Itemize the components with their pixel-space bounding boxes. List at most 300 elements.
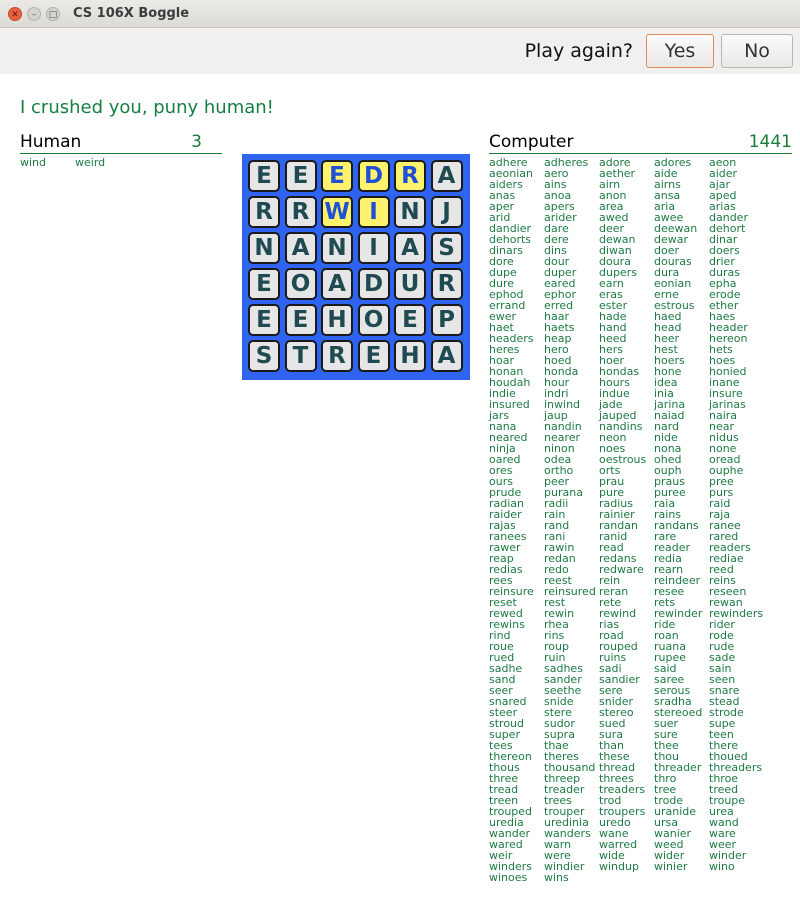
word-computer: sradha	[654, 695, 692, 708]
word-computer: treed	[709, 783, 739, 796]
word-computer: these	[599, 750, 630, 763]
letter-cube[interactable]: E	[248, 304, 280, 336]
word-computer: ajar	[709, 178, 731, 191]
word-computer: ether	[709, 299, 739, 312]
word-computer: awee	[654, 211, 684, 224]
letter-cube[interactable]: E	[285, 304, 317, 336]
word-computer: hoers	[654, 354, 685, 367]
letter-cube[interactable]: E	[248, 160, 280, 192]
word-computer: purs	[709, 486, 734, 499]
word-computer: sain	[709, 662, 732, 675]
word-computer: inwind	[544, 398, 581, 411]
word-computer: ranid	[599, 530, 628, 543]
word-computer: raid	[709, 497, 731, 510]
word-computer: snared	[489, 695, 527, 708]
word-computer: inane	[709, 376, 740, 389]
word-computer: jaup	[544, 409, 568, 422]
word-computer: inia	[654, 387, 674, 400]
word-computer: sura	[599, 728, 623, 741]
word-computer: resee	[654, 585, 685, 598]
letter-cube[interactable]: D	[358, 268, 390, 300]
word-computer: erne	[654, 288, 679, 301]
word-computer: trees	[544, 794, 572, 807]
yes-button[interactable]: Yes	[646, 34, 714, 68]
word-computer: dupers	[599, 266, 637, 279]
word-computer: windup	[599, 860, 639, 873]
word-computer: airns	[654, 178, 681, 191]
word-computer: rees	[489, 574, 513, 587]
letter-cube[interactable]: E	[285, 160, 317, 192]
word-computer: peer	[544, 475, 570, 488]
word-computer: rediae	[709, 552, 744, 565]
word-computer: aero	[544, 167, 569, 180]
word-computer: ohed	[654, 453, 682, 466]
word-computer: read	[599, 541, 624, 554]
computer-label: Computer	[489, 132, 574, 152]
word-computer: dare	[544, 222, 569, 235]
letter-cube[interactable]: S	[431, 232, 463, 264]
no-button[interactable]: No	[721, 34, 793, 68]
word-computer: wanders	[544, 827, 591, 840]
word-computer: rainier	[599, 508, 635, 521]
word-computer: erode	[709, 288, 741, 301]
word-computer: puree	[654, 486, 686, 499]
word-computer: dehort	[709, 222, 746, 235]
word-computer: winders	[489, 860, 533, 873]
word-computer: dere	[544, 233, 569, 246]
letter-cube[interactable]: E	[358, 340, 390, 372]
word-computer: rein	[599, 574, 621, 587]
word-computer: sander	[544, 673, 582, 686]
letter-cube[interactable]: R	[321, 340, 353, 372]
letter-cube[interactable]: T	[285, 340, 317, 372]
word-computer: troupe	[709, 794, 746, 807]
word-computer: aria	[654, 200, 676, 213]
word-computer: aiders	[489, 178, 523, 191]
word-computer: warred	[599, 838, 638, 851]
word-computer: said	[654, 662, 677, 675]
word-computer: insure	[709, 387, 743, 400]
word-computer: idea	[654, 376, 678, 389]
word-computer: doura	[599, 255, 631, 268]
word-computer: haes	[709, 310, 736, 323]
word-computer: tree	[654, 783, 677, 796]
word-computer: ruins	[599, 651, 627, 664]
word-computer: reinsured	[544, 585, 596, 598]
word-computer: haar	[544, 310, 569, 323]
word-computer: rewins	[489, 618, 525, 631]
word-computer: honan	[489, 365, 524, 378]
letter-cube[interactable]: A	[431, 340, 463, 372]
word-computer: ride	[654, 618, 676, 631]
word-computer: wide	[599, 849, 625, 862]
word-computer: adheres	[544, 156, 589, 169]
word-computer: snider	[599, 695, 634, 708]
word-computer: threader	[654, 761, 702, 774]
word-computer: there	[709, 739, 739, 752]
word-computer: seen	[709, 673, 736, 686]
word-computer: radian	[489, 497, 525, 510]
letter-cube[interactable]: E	[321, 160, 353, 192]
word-computer: eared	[544, 277, 576, 290]
word-computer: radii	[544, 497, 569, 510]
word-computer: dure	[489, 277, 515, 290]
word-human: weird	[75, 156, 106, 169]
word-computer: reins	[709, 574, 736, 587]
word-computer: ansa	[654, 189, 681, 202]
word-computer: heer	[654, 332, 680, 345]
letter-cube[interactable]: O	[358, 304, 390, 336]
letter-cube[interactable]: I	[358, 196, 390, 228]
word-computer: raia	[654, 497, 676, 510]
letter-cube[interactable]: I	[358, 232, 390, 264]
word-computer: rode	[709, 629, 734, 642]
word-computer: rins	[544, 629, 565, 642]
word-computer: nard	[654, 420, 680, 433]
word-computer: supra	[544, 728, 575, 741]
word-computer: redan	[544, 552, 576, 565]
word-computer: sure	[654, 728, 678, 741]
word-computer: adhere	[489, 156, 528, 169]
letter-cube[interactable]: A	[394, 232, 426, 264]
word-computer: theres	[544, 750, 579, 763]
word-computer: odea	[544, 453, 572, 466]
word-computer: uredinia	[544, 816, 589, 829]
word-computer: reinsure	[489, 585, 534, 598]
word-computer: trod	[599, 794, 622, 807]
word-computer: trode	[654, 794, 684, 807]
word-computer: earn	[599, 277, 624, 290]
word-computer: hade	[599, 310, 627, 323]
word-computer: sudor	[544, 717, 575, 730]
word-computer: suer	[654, 717, 678, 730]
word-computer: headers	[489, 332, 534, 345]
word-computer: teen	[709, 728, 734, 741]
word-computer: jauped	[599, 409, 637, 422]
word-computer: rewed	[489, 607, 523, 620]
word-computer: pree	[709, 475, 734, 488]
word-computer: threaders	[709, 761, 763, 774]
word-computer: thereon	[489, 750, 532, 763]
word-computer: rawin	[544, 541, 575, 554]
word-computer: rajas	[489, 519, 516, 532]
word-computer: seethe	[544, 684, 582, 697]
letter-cube[interactable]: O	[285, 268, 317, 300]
word-computer: oared	[489, 453, 521, 466]
word-computer: rared	[709, 530, 739, 543]
word-computer: heed	[599, 332, 627, 345]
letter-cube[interactable]: H	[321, 304, 353, 336]
letter-cube[interactable]: R	[248, 196, 280, 228]
word-computer: airn	[599, 178, 621, 191]
word-computer: erred	[544, 299, 574, 312]
word-computer: redo	[544, 563, 569, 576]
word-computer: dour	[544, 255, 570, 268]
word-computer: threes	[599, 772, 634, 785]
word-computer: rider	[709, 618, 735, 631]
word-computer: purana	[544, 486, 583, 499]
word-computer: wins	[544, 871, 569, 884]
letter-cube[interactable]: H	[394, 340, 426, 372]
word-computer: dandier	[489, 222, 532, 235]
word-computer: ouph	[654, 464, 682, 477]
word-computer: none	[709, 442, 737, 455]
word-computer: thread	[599, 761, 636, 774]
word-computer: insured	[489, 398, 530, 411]
boggle-board	[242, 154, 470, 380]
word-computer: throe	[709, 772, 739, 785]
word-computer: rude	[709, 640, 735, 653]
word-computer: seer	[489, 684, 513, 697]
letter-cube[interactable]: U	[394, 268, 426, 300]
word-computer: honda	[544, 365, 579, 378]
letter-cube[interactable]: R	[394, 160, 426, 192]
word-computer: aether	[599, 167, 636, 180]
word-computer: randans	[654, 519, 699, 532]
word-computer: rare	[654, 530, 677, 543]
word-computer: thae	[544, 739, 569, 752]
word-computer: adores	[654, 156, 692, 169]
word-computer: dura	[654, 266, 680, 279]
word-computer: snide	[544, 695, 574, 708]
word-computer: naira	[709, 409, 738, 422]
word-computer: thoued	[709, 750, 748, 763]
letter-cube[interactable]: J	[431, 196, 463, 228]
word-computer: supe	[709, 717, 736, 730]
letter-cube[interactable]: A	[321, 268, 353, 300]
word-computer: rains	[654, 508, 682, 521]
word-computer: sadi	[599, 662, 622, 675]
word-computer: sued	[599, 717, 626, 730]
word-computer: aeon	[709, 156, 737, 169]
word-computer: rewind	[599, 607, 637, 620]
word-computer: redias	[489, 563, 523, 576]
word-computer: jarinas	[709, 398, 746, 411]
word-computer: wander	[489, 827, 530, 840]
word-computer: thous	[489, 761, 520, 774]
word-computer: rets	[654, 596, 676, 609]
game-status-message: I crushed you, puny human!	[20, 97, 274, 118]
window-title: CS 106X Boggle	[73, 6, 190, 21]
word-computer: eras	[599, 288, 623, 301]
word-computer: reed	[709, 563, 734, 576]
word-computer: dinars	[489, 244, 524, 257]
word-computer: arid	[489, 211, 511, 224]
word-computer: roue	[489, 640, 514, 653]
word-computer: heres	[489, 343, 520, 356]
word-computer: haets	[544, 321, 575, 334]
word-computer: rearn	[654, 563, 684, 576]
word-computer: redia	[654, 552, 682, 565]
word-computer: dehorts	[489, 233, 532, 246]
word-computer: weer	[709, 838, 737, 851]
word-computer: naiad	[654, 409, 685, 422]
word-computer: estrous	[654, 299, 695, 312]
word-computer: readers	[709, 541, 751, 554]
word-computer: rias	[599, 618, 620, 631]
word-computer: ours	[489, 475, 513, 488]
word-computer: dore	[489, 255, 514, 268]
word-computer: radius	[599, 497, 634, 510]
word-computer: hoar	[489, 354, 514, 367]
letter-cube[interactable]: R	[431, 268, 463, 300]
word-computer: reset	[489, 596, 517, 609]
word-computer: hest	[654, 343, 678, 356]
word-computer: oread	[709, 453, 741, 466]
letter-cube[interactable]: D	[358, 160, 390, 192]
word-computer: heap	[544, 332, 572, 345]
letter-cube[interactable]: E	[394, 304, 426, 336]
word-computer: hondas	[599, 365, 640, 378]
word-computer: tees	[489, 739, 513, 752]
word-computer: neared	[489, 431, 528, 444]
word-computer: nearer	[544, 431, 581, 444]
word-computer: rewinder	[654, 607, 703, 620]
word-computer: ores	[489, 464, 513, 477]
word-computer: arider	[544, 211, 577, 224]
letter-cube[interactable]: S	[248, 340, 280, 372]
word-computer: ruana	[654, 640, 686, 653]
word-computer: rewinders	[709, 607, 764, 620]
letter-cube[interactable]: A	[285, 232, 317, 264]
word-computer: hets	[709, 343, 733, 356]
word-computer: redware	[599, 563, 644, 576]
word-computer: indue	[599, 387, 630, 400]
word-computer: doer	[654, 244, 680, 257]
word-computer: sand	[489, 673, 516, 686]
word-computer: apers	[544, 200, 575, 213]
word-computer: jade	[599, 398, 623, 411]
title-bar	[0, 0, 800, 28]
word-computer: ains	[544, 178, 567, 191]
word-computer: wand	[709, 816, 739, 829]
word-computer: treen	[489, 794, 519, 807]
word-computer: neon	[599, 431, 627, 444]
word-computer: rani	[544, 530, 566, 543]
word-computer: hours	[599, 376, 630, 389]
word-computer: winder	[709, 849, 747, 862]
word-computer: ephor	[544, 288, 576, 301]
word-computer: reap	[489, 552, 514, 565]
word-computer: prude	[489, 486, 522, 499]
word-computer: rain	[544, 508, 566, 521]
word-computer: hers	[599, 343, 623, 356]
word-computer: head	[654, 321, 682, 334]
word-computer: road	[599, 629, 624, 642]
word-computer: header	[709, 321, 748, 334]
word-computer: deewan	[654, 222, 698, 235]
word-computer: sade	[709, 651, 736, 664]
word-computer: indie	[489, 387, 516, 400]
letter-cube[interactable]: W	[321, 196, 353, 228]
word-computer: sadhes	[544, 662, 583, 675]
word-computer: rued	[489, 651, 515, 664]
word-computer: pure	[599, 486, 625, 499]
letter-cube[interactable]: N	[321, 232, 353, 264]
word-computer: weir	[489, 849, 513, 862]
word-computer: ninja	[489, 442, 516, 455]
word-computer: roan	[654, 629, 679, 642]
word-computer: were	[544, 849, 571, 862]
word-computer: diwan	[599, 244, 632, 257]
word-computer: rete	[599, 596, 622, 609]
word-computer: reader	[654, 541, 691, 554]
word-computer: wino	[709, 860, 735, 873]
word-computer: treader	[544, 783, 585, 796]
word-computer: ursa	[654, 816, 678, 829]
word-computer: jarina	[654, 398, 686, 411]
word-computer: stere	[544, 706, 572, 719]
word-computer: aped	[709, 189, 737, 202]
word-computer: area	[599, 200, 624, 213]
word-computer: urea	[709, 805, 734, 818]
word-computer: dander	[709, 211, 748, 224]
word-computer: reindeer	[654, 574, 701, 587]
word-computer: aeonian	[489, 167, 533, 180]
word-computer: nide	[654, 431, 678, 444]
word-computer: rupee	[654, 651, 687, 664]
word-computer: rewan	[709, 596, 743, 609]
minimize-window-icon[interactable]: –	[27, 7, 41, 21]
letter-cube[interactable]: N	[248, 232, 280, 264]
word-computer: honied	[709, 365, 747, 378]
word-computer: ortho	[544, 464, 574, 477]
word-computer: orts	[599, 464, 621, 477]
word-computer: noes	[599, 442, 626, 455]
word-computer: nona	[654, 442, 682, 455]
word-computer: ninon	[544, 442, 575, 455]
word-computer: treaders	[599, 783, 646, 796]
word-computer: praus	[654, 475, 685, 488]
human-score: 3	[191, 132, 202, 152]
computer-score-header	[489, 132, 792, 154]
word-computer: ranee	[709, 519, 741, 532]
letter-cube[interactable]: E	[248, 268, 280, 300]
word-computer: reran	[599, 585, 629, 598]
word-computer: dinar	[709, 233, 738, 246]
maximize-window-icon[interactable]: □	[46, 7, 60, 21]
word-computer: reest	[544, 574, 572, 587]
letter-cube[interactable]: P	[431, 304, 463, 336]
word-computer: hour	[544, 376, 570, 389]
close-window-icon[interactable]: ✕	[8, 7, 22, 21]
word-computer: wanier	[654, 827, 692, 840]
word-computer: sadhe	[489, 662, 523, 675]
human-label: Human	[20, 132, 82, 152]
word-computer: nidus	[709, 431, 739, 444]
word-computer: duras	[709, 266, 740, 279]
letter-cube[interactable]: N	[394, 196, 426, 228]
word-computer: strode	[709, 706, 744, 719]
word-computer: rawer	[489, 541, 521, 554]
word-computer: rind	[489, 629, 511, 642]
word-computer: serous	[654, 684, 691, 697]
word-computer: uredo	[599, 816, 631, 829]
letter-cube[interactable]: R	[285, 196, 317, 228]
word-computer: hero	[544, 343, 569, 356]
word-computer: stroud	[489, 717, 525, 730]
computer-score: 1441	[748, 132, 792, 152]
word-computer: uranide	[654, 805, 697, 818]
word-computer: rhea	[544, 618, 569, 631]
word-computer: dins	[544, 244, 567, 257]
word-computer: epha	[709, 277, 737, 290]
word-computer: hereon	[709, 332, 748, 345]
letter-cube[interactable]: A	[431, 160, 463, 192]
word-computer: wared	[489, 838, 523, 851]
word-computer: roup	[544, 640, 569, 653]
word-computer: jars	[489, 409, 510, 422]
